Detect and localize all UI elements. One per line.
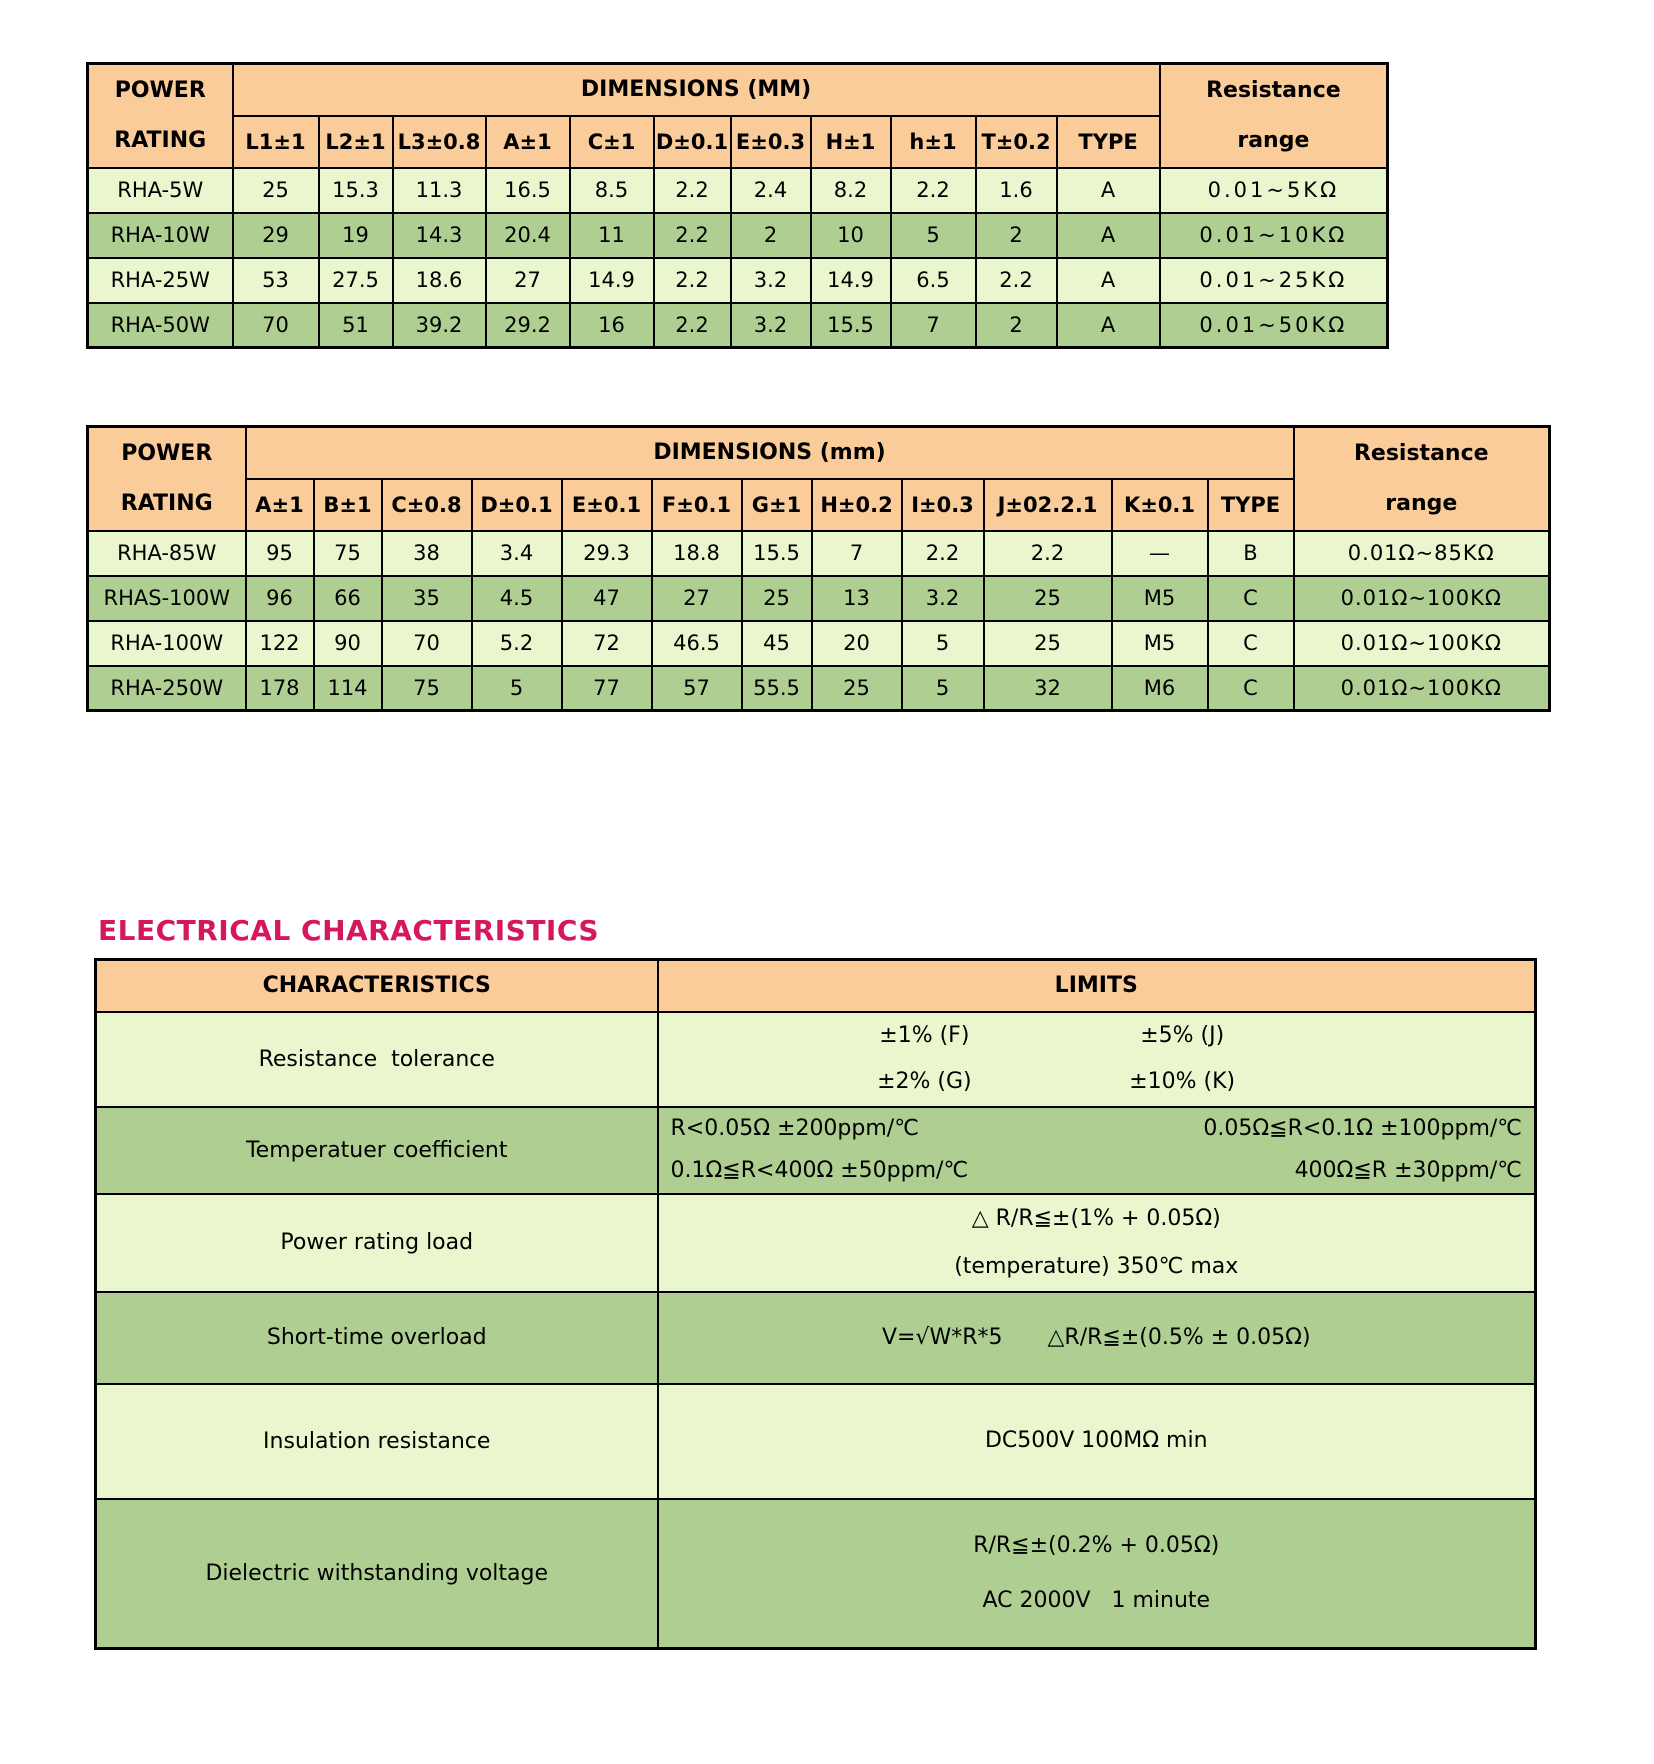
row-name-cell: RHA-10W — [88, 213, 233, 258]
table-row — [88, 576, 1550, 621]
value-cell: 2.4 — [731, 168, 811, 213]
limit-line — [667, 1108, 1527, 1150]
type-cell: A — [1057, 303, 1160, 348]
value-cell: 3.2 — [902, 576, 984, 621]
value-cell: 7 — [812, 531, 902, 576]
value-cell: 20 — [812, 621, 902, 666]
characteristic-label: Insulation resistance — [96, 1384, 658, 1499]
rating-label: RATING — [120, 490, 213, 516]
limit-line — [667, 1059, 1527, 1105]
type-cell: C — [1208, 666, 1294, 711]
row-name-cell: RHAS-100W — [88, 576, 246, 621]
table-row — [88, 213, 1388, 258]
col-header-E: E±0.3 — [731, 116, 811, 168]
limit-value: ±1% (F) — [879, 1023, 970, 1048]
table-row — [88, 666, 1550, 711]
row-name-cell: RHA-85W — [88, 531, 246, 576]
value-cell: 25 — [984, 621, 1112, 666]
value-cell: 95 — [246, 531, 314, 576]
limit-line — [667, 1315, 1527, 1361]
table-row — [96, 1384, 1536, 1499]
value-cell: 90 — [314, 621, 382, 666]
value-cell: 55.5 — [742, 666, 812, 711]
value-cell: 18.8 — [652, 531, 742, 576]
value-cell: 29.3 — [562, 531, 652, 576]
value-cell: 3.2 — [731, 258, 811, 303]
resistance-range-cell: 0.01~25KΩ — [1160, 258, 1388, 303]
limit-value: 0.05Ω≦R<0.1Ω ±100ppm/℃ — [1203, 1116, 1522, 1141]
value-cell: 29.2 — [486, 303, 570, 348]
value-cell: 27 — [652, 576, 742, 621]
col-header-G: G±1 — [742, 479, 812, 531]
characteristics-header: CHARACTERISTICS — [96, 960, 658, 1012]
value-cell: 53 — [233, 258, 319, 303]
range-label: range — [1385, 490, 1458, 516]
col-header-D: D±0.1 — [654, 116, 731, 168]
type-cell: A — [1057, 168, 1160, 213]
electrical-characteristics-table — [94, 958, 1537, 1650]
table-row — [96, 1012, 1536, 1107]
type-cell: A — [1057, 258, 1160, 303]
table-row — [88, 531, 1550, 576]
value-cell: 2 — [976, 213, 1057, 258]
value-cell: 5 — [902, 666, 984, 711]
limit-line: R/R≦±(0.2% + 0.05Ω) — [973, 1533, 1220, 1559]
value-cell: 32 — [984, 666, 1112, 711]
characteristic-label: Resistance tolerance — [96, 1012, 658, 1107]
row-name-cell: RHA-100W — [88, 621, 246, 666]
value-cell: 19 — [319, 213, 393, 258]
type-cell: C — [1208, 621, 1294, 666]
characteristic-label: Power rating load — [96, 1194, 658, 1292]
limit-line: AC 2000V 1 minute — [982, 1588, 1211, 1614]
limit-line: (temperature) 350℃ max — [954, 1253, 1239, 1279]
value-cell: 25 — [984, 576, 1112, 621]
limit-cell — [658, 1384, 1536, 1499]
value-cell: 51 — [319, 303, 393, 348]
type-cell: B — [1208, 531, 1294, 576]
type-cell: C — [1208, 576, 1294, 621]
limit-cell — [658, 1107, 1536, 1194]
col-header-type: TYPE — [1057, 116, 1160, 168]
resistance-range-cell: 0.01~10KΩ — [1160, 213, 1388, 258]
value-cell: 66 — [314, 576, 382, 621]
value-cell: 25 — [742, 576, 812, 621]
value-cell: 8.5 — [570, 168, 654, 213]
row-name-cell: RHA-25W — [88, 258, 233, 303]
limits-header: LIMITS — [658, 960, 1536, 1012]
table-row — [88, 168, 1388, 213]
col-header-C: C±1 — [570, 116, 654, 168]
limit-value: ±2% (G) — [877, 1069, 972, 1094]
limit-cell — [658, 1012, 1536, 1107]
value-cell: 75 — [382, 666, 472, 711]
value-cell: 96 — [246, 576, 314, 621]
col-header-L1: L1±1 — [233, 116, 319, 168]
value-cell: 77 — [562, 666, 652, 711]
power-rating-header — [88, 64, 233, 168]
value-cell: 8.2 — [811, 168, 891, 213]
col-header-F: F±0.1 — [652, 479, 742, 531]
col-header-C: C±0.8 — [382, 479, 472, 531]
rating-label: RATING — [114, 127, 207, 153]
value-cell: 6.5 — [891, 258, 976, 303]
value-cell: 75 — [314, 531, 382, 576]
col-header-L3: L3±0.8 — [393, 116, 486, 168]
characteristic-label: Dielectric withstanding voltage — [96, 1499, 658, 1649]
col-header-H: H±0.2 — [812, 479, 902, 531]
resistance-range-cell: 0.01Ω~100KΩ — [1294, 576, 1550, 621]
value-cell: 178 — [246, 666, 314, 711]
row-name-cell: RHA-5W — [88, 168, 233, 213]
value-cell: 29 — [233, 213, 319, 258]
value-cell: 27 — [486, 258, 570, 303]
range-label: range — [1237, 127, 1310, 153]
resistance-range-header — [1160, 64, 1388, 168]
limit-value: △R/R≦±(0.5% ± 0.05Ω) — [1047, 1324, 1311, 1350]
resistance-range-cell: 0.01~5KΩ — [1160, 168, 1388, 213]
value-cell: 2.2 — [654, 303, 731, 348]
value-cell: 70 — [233, 303, 319, 348]
resistance-range-cell: 0.01Ω~100KΩ — [1294, 666, 1550, 711]
value-cell: 15.5 — [811, 303, 891, 348]
col-header-K: K±0.1 — [1112, 479, 1208, 531]
table-row — [96, 1107, 1536, 1194]
value-cell: 3.4 — [472, 531, 562, 576]
table-row — [96, 1292, 1536, 1384]
value-cell: 1.6 — [976, 168, 1057, 213]
value-cell: 114 — [314, 666, 382, 711]
value-cell: 2.2 — [891, 168, 976, 213]
value-cell: 2.2 — [654, 168, 731, 213]
value-cell: 57 — [652, 666, 742, 711]
limit-value: 0.1Ω≦R<400Ω ±50ppm/℃ — [670, 1158, 969, 1183]
col-header-type: TYPE — [1208, 479, 1294, 531]
value-cell: M5 — [1112, 576, 1208, 621]
value-cell: 13 — [812, 576, 902, 621]
value-cell: 11 — [570, 213, 654, 258]
resistance-range-header — [1294, 427, 1550, 531]
limit-value: 400Ω≦R ±30ppm/℃ — [1294, 1158, 1522, 1183]
table-row — [88, 258, 1388, 303]
value-cell: 7 — [891, 303, 976, 348]
resistance-label: Resistance — [1353, 440, 1489, 466]
table-row — [96, 1194, 1536, 1292]
value-cell: — — [1112, 531, 1208, 576]
col-header-B: B±1 — [314, 479, 382, 531]
value-cell: 70 — [382, 621, 472, 666]
dimensions-header: DIMENSIONS (MM) — [233, 64, 1160, 116]
electrical-characteristics-title: ELECTRICAL CHARACTERISTICS — [98, 914, 600, 947]
value-cell: 25 — [812, 666, 902, 711]
value-cell: 2.2 — [902, 531, 984, 576]
col-header-T: T±0.2 — [976, 116, 1057, 168]
value-cell: 46.5 — [652, 621, 742, 666]
power-rating-header — [88, 427, 246, 531]
row-name-cell: RHA-50W — [88, 303, 233, 348]
value-cell: 39.2 — [393, 303, 486, 348]
type-cell: A — [1057, 213, 1160, 258]
value-cell: 2.2 — [976, 258, 1057, 303]
col-header-L2: L2±1 — [319, 116, 393, 168]
col-header-I: I±0.3 — [902, 479, 984, 531]
value-cell: 72 — [562, 621, 652, 666]
value-cell: 14.3 — [393, 213, 486, 258]
characteristic-label: Temperatuer coefficient — [96, 1107, 658, 1194]
resistance-label: Resistance — [1206, 77, 1341, 103]
limit-value: ±10% (K) — [1129, 1069, 1236, 1094]
limit-line: △ R/R≦±(1% + 0.05Ω) — [971, 1205, 1221, 1231]
power-label: POWER — [114, 77, 206, 103]
value-cell: 122 — [246, 621, 314, 666]
col-header-h: h±1 — [891, 116, 976, 168]
value-cell: M5 — [1112, 621, 1208, 666]
value-cell: 4.5 — [472, 576, 562, 621]
value-cell: 2.2 — [654, 258, 731, 303]
value-cell: 10 — [811, 213, 891, 258]
row-name-cell: RHA-250W — [88, 666, 246, 711]
value-cell: 5 — [902, 621, 984, 666]
dimensions-header: DIMENSIONS (mm) — [246, 427, 1294, 479]
col-header-J: J±02.2.1 — [984, 479, 1112, 531]
value-cell: 27.5 — [319, 258, 393, 303]
value-cell: 18.6 — [393, 258, 486, 303]
value-cell: 5 — [472, 666, 562, 711]
limit-value: R<0.05Ω ±200ppm/℃ — [670, 1116, 919, 1141]
col-header-D: D±0.1 — [472, 479, 562, 531]
characteristic-label: Short-time overload — [96, 1292, 658, 1384]
limit-line: DC500V 100MΩ min — [984, 1428, 1208, 1453]
value-cell: 35 — [382, 576, 472, 621]
value-cell: 3.2 — [731, 303, 811, 348]
value-cell: 2 — [731, 213, 811, 258]
value-cell: 47 — [562, 576, 652, 621]
value-cell: 25 — [233, 168, 319, 213]
value-cell: 38 — [382, 531, 472, 576]
value-cell: 5 — [891, 213, 976, 258]
value-cell: 20.4 — [486, 213, 570, 258]
col-header-E: E±0.1 — [562, 479, 652, 531]
table-row — [88, 621, 1550, 666]
value-cell: 14.9 — [570, 258, 654, 303]
limit-cell — [658, 1292, 1536, 1384]
col-header-A: A±1 — [486, 116, 570, 168]
resistance-range-cell: 0.01~50KΩ — [1160, 303, 1388, 348]
dimensions-table-type-bc — [86, 425, 1551, 712]
value-cell: 14.9 — [811, 258, 891, 303]
value-cell: 16.5 — [486, 168, 570, 213]
dimensions-table-type-a — [86, 62, 1389, 349]
limit-cell — [658, 1499, 1536, 1649]
value-cell: 45 — [742, 621, 812, 666]
value-cell: 11.3 — [393, 168, 486, 213]
value-cell: 5.2 — [472, 621, 562, 666]
table-row — [88, 303, 1388, 348]
resistance-range-cell: 0.01Ω~100KΩ — [1294, 621, 1550, 666]
value-cell: 15.5 — [742, 531, 812, 576]
limit-cell — [658, 1194, 1536, 1292]
limit-value: ±5% (J) — [1140, 1023, 1225, 1048]
col-header-A: A±1 — [246, 479, 314, 531]
resistance-range-cell: 0.01Ω~85KΩ — [1294, 531, 1550, 576]
limit-line — [667, 1150, 1527, 1192]
limit-line — [667, 1013, 1527, 1059]
limit-value: V=√W*R*5 — [881, 1324, 1003, 1350]
value-cell: 16 — [570, 303, 654, 348]
col-header-H: H±1 — [811, 116, 891, 168]
value-cell: 2 — [976, 303, 1057, 348]
value-cell: 2.2 — [654, 213, 731, 258]
value-cell: 2.2 — [984, 531, 1112, 576]
table-row — [96, 1499, 1536, 1649]
power-label: POWER — [121, 440, 213, 466]
value-cell: 15.3 — [319, 168, 393, 213]
value-cell: M6 — [1112, 666, 1208, 711]
